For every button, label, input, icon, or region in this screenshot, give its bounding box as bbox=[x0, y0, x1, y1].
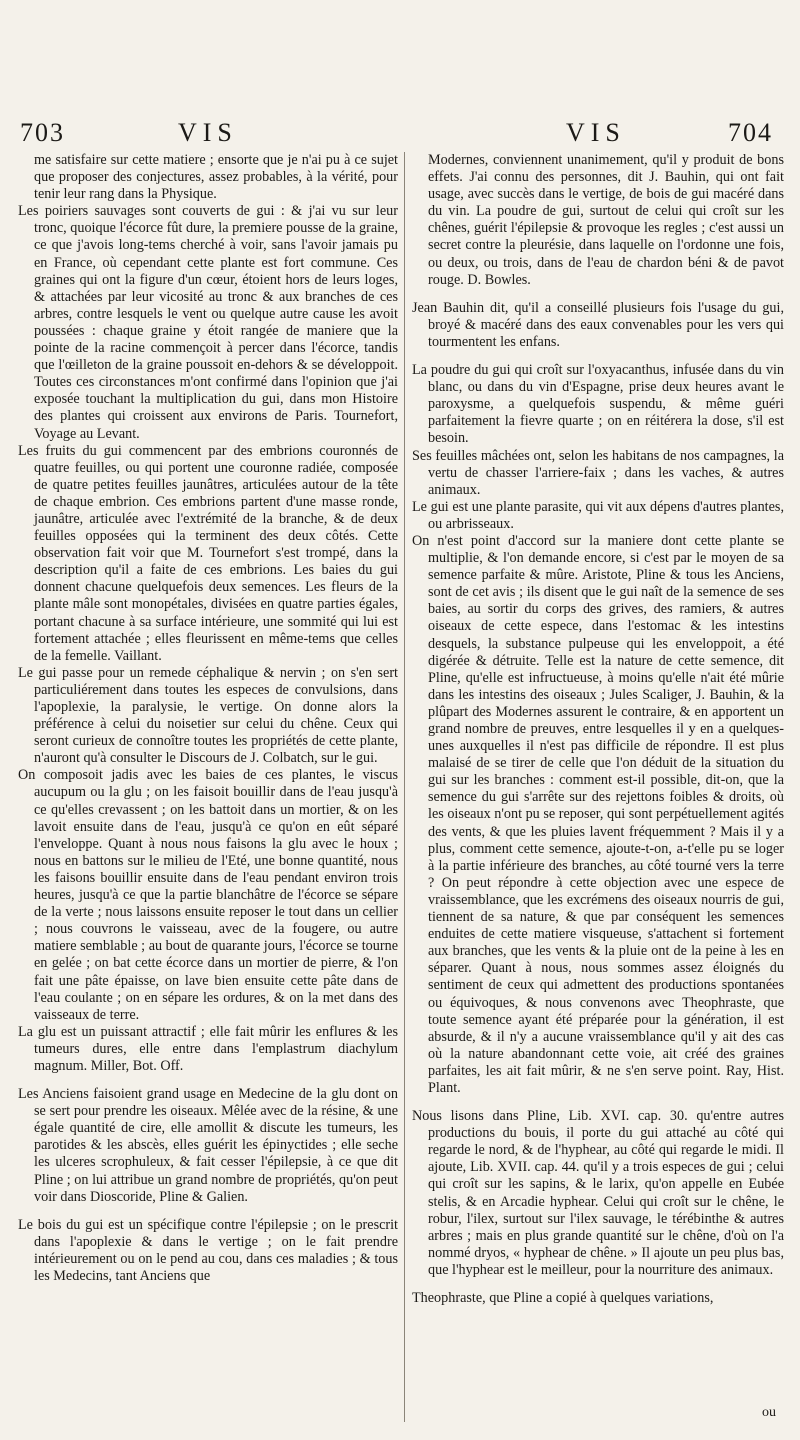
running-head-right: VIS bbox=[566, 118, 626, 147]
paragraph: Le bois du gui est un spécifique contre l'épilepsie ; on le prescrit dans l'apoplexie & dans le vertige ; on le fait prendre intérieurement ou on le pend au cou, dans ces maladies ; & tous les Medecins, tant Anciens que bbox=[18, 1216, 398, 1284]
paragraph: Jean Bauhin dit, qu'il a conseillé plusieurs fois l'usage du gui, broyé & macéré dans des eaux convenables pour les vers qui tourmentent les enfans. bbox=[412, 299, 784, 350]
left-column bbox=[18, 152, 398, 1285]
paragraph: Les poiriers sauvages sont couverts de gui : & j'ai vu sur leur tronc, quoique l'écorce fût dure, la premiere pousse de la graine, ce que j'avois long-tems cherché à voir, sans l'avoir jamais pu en France, où cependant cette plante est fort commune. Ces graines qui ont la figure d'un cœur, étoient hors de leurs loges, & attachées par leur vicosité au tronc & aux branches de ces arbres, contre lesquels le vent ou quelque autre cause les avoit poussées : chaque graine y étoit rangée de maniere que la pointe de la racine commençoit à percer dans l'écorce, tandis que l'œilleton de la graine poussoit en-dehors & se développoit. Toutes ces circonstances m'ont confirmé dans l'opinion que j'ai exposée touchant la multiplication du gui, dans mon Histoire des plantes qui croissent aux environs de Paris. Tournefort, Voyage au Levant. bbox=[18, 203, 398, 442]
paragraph: On n'est point d'accord sur la maniere dont cette plante se multiplie, & l'on demande encore, si c'est par le moyen de sa semence parfaite & mûre. Aristote, Pline & tous les Anciens, sont de cet avis ; ils disent que le gui naît de la semence de ses baies, au sortir du corps des grives, des ramiers, & autres oiseaux de cette espece, dans l'estomac & les intestins desquels, la substance pulpeuse qui les enveloppoit, a été digérée & détruite. Telle est la nature de cette semence, dit Pline, qu'elle est infructueuse, à moins qu'elle n'ait été mûrie dans les intestins des oiseaux ; Jules Scaliger, J. Bauhin, & la plûpart des Modernes assurent le contraire, & en apportent un grand nombre de preuves, entre lesquelles il y en a quelques-unes auxquelles il n'est pas difficile de répondre. Il est plus malaisé de se tirer de celle que l'on déduit de la situation du gui sur les branches : comment est-il possible, dit-on, que la semence du gui s'arrête sur des rejettons foibles & droits, où les oiseaux n'ont pu se reposer, qui sont perpétuellement agités des vents, & que les pluies lavent fréquemment ? Mais il y a plus, comment cette semence, ajoute-t-on, a-t'elle pu se loger à la partie inférieure des branches, au côté tourné vers la terre ? On peut répondre à cette objection avec une espece de vraissemblance, que les excrémens des oiseaux nourris de gui, tiennent de sa nature, & que par conséquent les semences enduites de cette matiere visqueuse, s'attachent si fortement aux branches, que les vents & la pluie ont de la peine à les en séparer. Quant à nous, nous sommes assez éloignés du sentiment de ceux qui admettent des productions spontanées ou équivoques, & nous convenons avec Theophraste, que toute semence ayant été préparée pour la génération, il est absurde, & il n'y a aucune vraissemblance qu'il y ait des cas où la nature abandonnant cette voie, ait créé des graines parfaites, les ait fait mûrir, & ne s'en serve point. Ray, Hist. Plant. bbox=[412, 532, 784, 1096]
running-head-left: VIS bbox=[178, 118, 238, 147]
paragraph: Ses feuilles mâchées ont, selon les habitans de nos campagnes, la vertu de chasser l'arriere-faix ; dans les vaches, & autres animaux. bbox=[412, 447, 784, 498]
right-column bbox=[412, 152, 784, 1307]
page-number-right: 704 bbox=[728, 118, 773, 147]
paragraph: On composoit jadis avec les baies de ces plantes, le viscus aucupum ou la glu ; on les faisoit bouillir dans de l'eau jusqu'à ce qu'elles crevassent ; on les battoit dans un mortier, & on les lavoit ensuite dans de l'eau, jusqu'à ce qu'on en eût séparé l'enveloppe. Quant à nous nous faisons la glu avec le houx ; nous en battons sur le milieu de l'Eté, une bonne quantité, nous les faisons bouillir ensuite dans de l'eau pendant environ trois heures, jusqu'à ce que la partie blanchâtre de l'écorce se sépare de la verte ; nous laissons ensuite reposer le tout dans un cellier ; nous couvrons le vaisseau, avec de la fougere, ou autre matiere semblable ; au bout de quarante jours, l'écorce se tourne en gelée ; on bat cette écorce dans un mortier de pierre, & l'on fait une pâte épaisse, on lave bien ensuite cette pâte dans de l'eau coulante ; on en sépare les ordures, & on la met dans des vaisseaux de terre. bbox=[18, 767, 398, 1023]
column-divider bbox=[404, 152, 405, 1422]
paragraph: me satisfaire sur cette matiere ; ensorte que je n'ai pu à ce sujet que proposer des conjectures, assez probables, à la vérité, pour tenir leur rang dans la Physique. bbox=[34, 152, 398, 203]
paragraph: Le gui est une plante parasite, qui vit aux dépens d'autres plantes, ou arbrisseaux. bbox=[412, 498, 784, 532]
paragraph: Les fruits du gui commencent par des embrions couronnés de quatre feuilles, ou qui portent une couronne radiée, composée de quatre petites feuilles jaunâtres, articulées autour de la tête de chaque embrion. Ces embrions partent d'une masse ronde, jaunâtre, articulée avec l'extrémité de la branche, & de deux feuilles opposées qui la terminent des deux côtés. Cette observation fait voir que M. Tournefort s'est trompé, dans la description qu'il a faite de ces embrions. Les baies du gui donnent chacune quelquefois deux semences. Les fleurs de la plante mâle sont monopétales, divisées en quatre parties égales, portant chacune à sa surface intérieure, une sommité qui lui est fortement attachée ; elles fleurissent en même-tems que celles de la femelle. Vaillant. bbox=[18, 442, 398, 664]
paragraph: La glu est un puissant attractif ; elle fait mûrir les enflures & les tumeurs dures, elle entre dans l'emplastrum diachylum magnum. Miller, Bot. Off. bbox=[18, 1023, 398, 1074]
paragraph: Nous lisons dans Pline, Lib. XVI. cap. 30. qu'entre autres productions du bouis, il porte du gui attaché au côté qui regarde le nord, & de l'hyphear, au côté qui regarde le midi. Il ajoute, Lib. XVII. cap. 44. qu'il y a trois especes de gui ; celui qui croît sur les sapins, & le larix, qu'on appelle en Eubée stelis, & en Arcadie hyphear. Celui qui croît sur le chêne, le robur, l'ilex, surtout sur l'ilex sauvage, le térébinthe & autres arbres ; mais en plus grande quantité sur le chêne, d'où on l'a nommé dryos, « hyphear de chêne. » Il ajoute un peu plus bas, que l'hyphear est le meilleur, pour la nourriture des animaux. bbox=[412, 1108, 784, 1278]
page-number-left: 703 bbox=[20, 118, 65, 147]
paragraph: Modernes, conviennent unanimement, qu'il y produit de bons effets. J'ai connu des personnes, dit J. Bauhin, qui ont fait usage, avec succès dans le vertige, de bois de gui macéré dans du vin. La poudre de gui, surtout de celui qui croît sur les chênes, guérit l'épilepsie & provoque les regles ; c'est aussi un secret contre la pleurésie, dans laquelle on l'ordonne une fois, ou deux, ou trois, dans de l'eau de chardon béni & de pavot rouge. D. Bowles. bbox=[428, 152, 784, 288]
catchword: ou bbox=[762, 1405, 776, 1420]
paragraph: La poudre du gui qui croît sur l'oxyacanthus, infusée dans du vin blanc, ou dans du vin d'Espagne, prise deux heures avant le paroxysme, a quelquefois suspendu, & même guéri parfaitement la fievre quarte ; on en réitérera la dose, s'il est besoin. bbox=[412, 362, 784, 447]
paragraph: Theophraste, que Pline a copié à quelques variations, bbox=[412, 1290, 714, 1306]
paragraph: Les Anciens faisoient grand usage en Medecine de la glu dont on se sert pour prendre les oiseaux. Mêlée avec de la résine, & une égale quantité de cire, elle amollit & discute les tumeurs, les parotides & les abscès, elles guérit les épinyctides ; elle seche les ulceres scrophuleux, & fait cesser l'épilepsie, à ce que dit Pline ; on lui attribue un grand nombre de propriétés, qu'on peut voir dans Dioscoride, Pline & Galien. bbox=[18, 1086, 398, 1205]
paragraph: Le gui passe pour un remede céphalique & nervin ; on s'en sert particuliérement dans toutes les especes de convulsions, dans l'apoplexie, la paralysie, le vertige. On donne alors la préférence à celui du noisetier sur celui du chêne. Ceux qui seront curieux de connoître toutes les propriétés de cette plante, n'auront qu'à consulter le Discours de J. Colbatch, sur le gui. bbox=[18, 664, 398, 767]
